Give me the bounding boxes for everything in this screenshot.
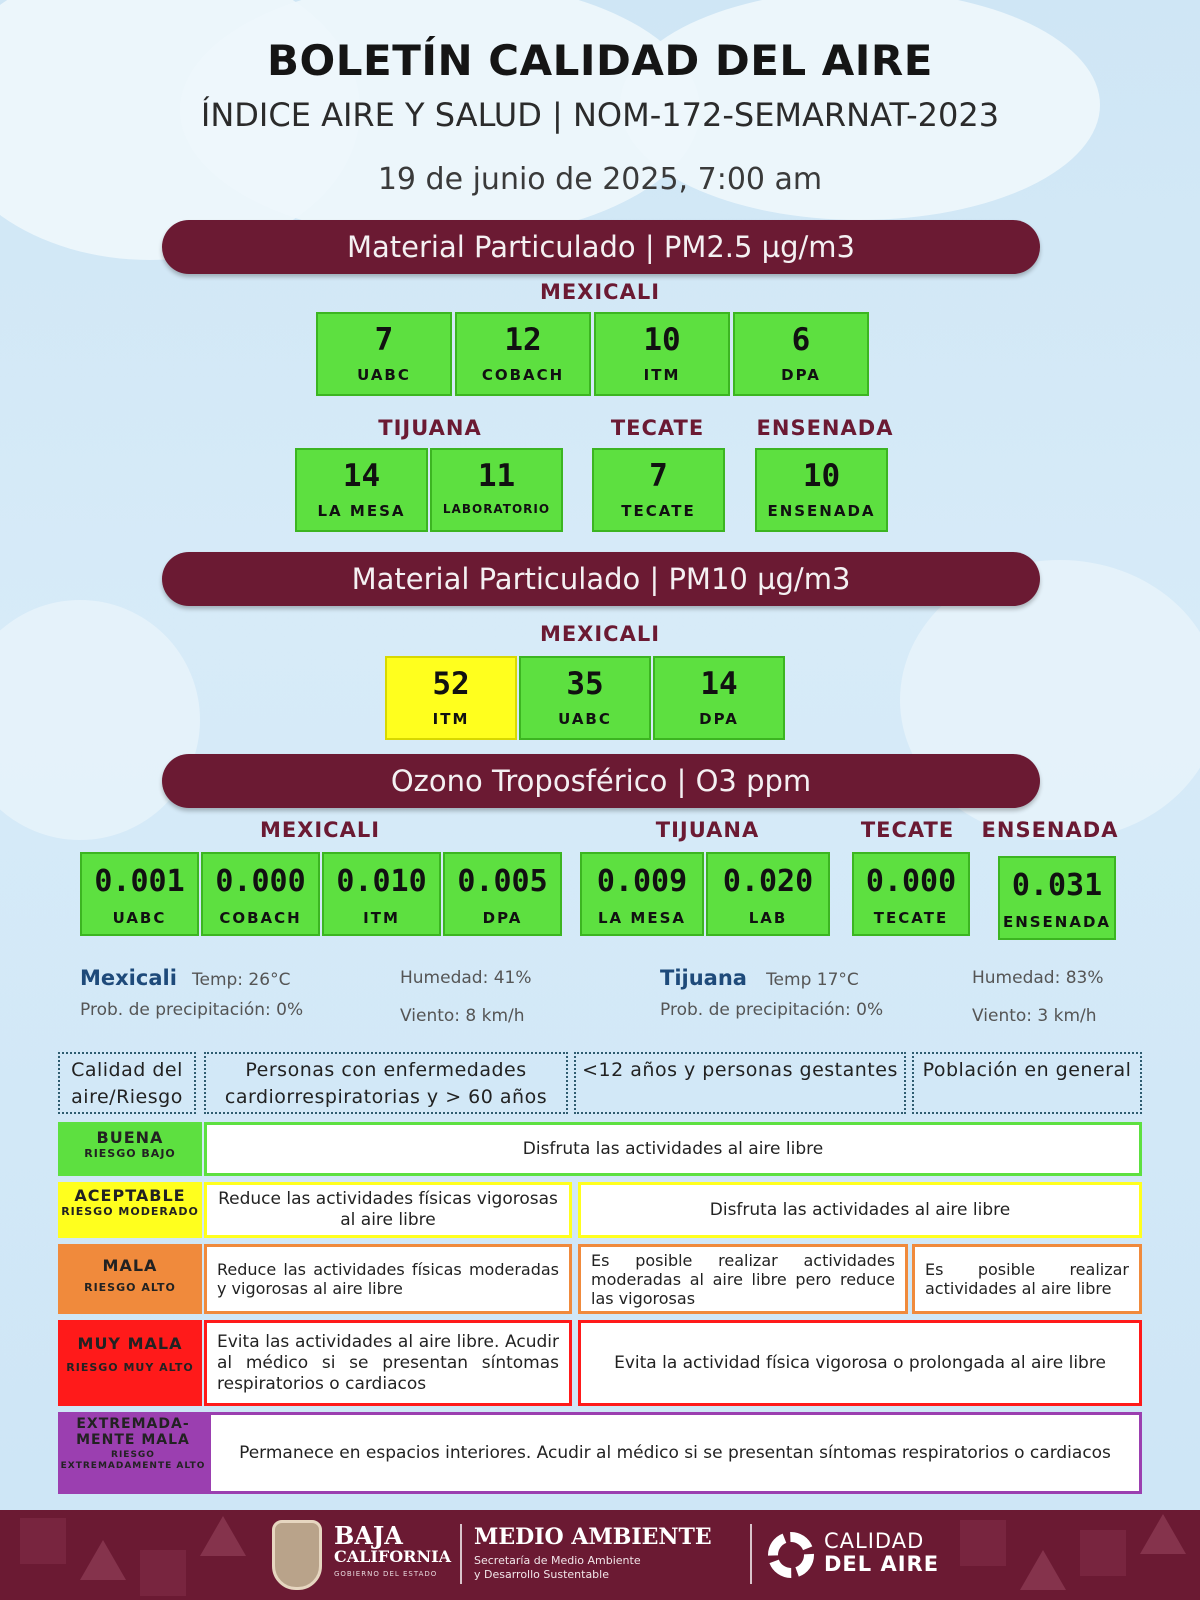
- station-value: 0.031: [1011, 868, 1103, 903]
- weather-city: Tijuana: [660, 966, 747, 990]
- risk-msg-rest: Evita la actividad física vigorosa o prolongada al aire libre: [578, 1320, 1142, 1406]
- level-risk: RIESGO BAJO: [84, 1147, 176, 1160]
- weather-precip: Prob. de precipitación: 0%: [80, 1000, 304, 1020]
- station-value: 6: [791, 322, 811, 358]
- level-risk: RIESGO MODERADO: [61, 1205, 199, 1218]
- level-extremadamente-mala: [58, 1412, 208, 1494]
- station-value: 0.000: [865, 864, 957, 899]
- level-muy-mala: [58, 1320, 202, 1406]
- page-title: BOLETÍN CALIDAD DEL AIRE: [267, 36, 933, 85]
- station-value: 0.001: [94, 864, 185, 899]
- station-name: TECATE: [621, 502, 696, 520]
- station-reading-box: [322, 852, 441, 936]
- pm25-banner: Material Particulado | PM2.5 µg/m3: [162, 220, 1040, 274]
- station-reading-box: [852, 852, 970, 936]
- pm25-mexicali-label: MEXICALI: [539, 280, 661, 304]
- station-name: UABC: [112, 909, 167, 927]
- station-value: 0.010: [336, 864, 427, 899]
- level-buena: [58, 1122, 202, 1176]
- brand-line1: CALIDAD: [824, 1529, 925, 1553]
- weather-wind: Viento: 3 km/h: [972, 1006, 1097, 1026]
- level-name: MALA: [102, 1256, 158, 1275]
- station-reading-box: [295, 448, 428, 532]
- level-risk: RIESGO EXTREMADAMENTE ALTO: [60, 1450, 206, 1471]
- station-name: ITM: [363, 909, 400, 927]
- state-name-line2: CALIFORNIA: [334, 1547, 451, 1566]
- weather-city: Mexicali: [80, 966, 177, 990]
- o3-ensenada-label: ENSENADA: [981, 818, 1119, 842]
- station-value: 0.009: [596, 864, 688, 899]
- station-reading-box: [653, 656, 785, 740]
- risk-msg-rest: Disfruta las actividades al aire libre: [578, 1182, 1142, 1238]
- weather-tijuana: [660, 966, 859, 990]
- station-reading-box: [998, 856, 1116, 940]
- footer-divider: [750, 1524, 752, 1584]
- station-name: ENSENADA: [1002, 913, 1112, 931]
- report-datetime: 19 de junio de 2025, 7:00 am: [377, 162, 823, 197]
- station-value: 10: [802, 458, 841, 494]
- risk-msg-sensitive: Reduce las actividades físicas moderadas y vigorosas al aire libre: [204, 1244, 572, 1314]
- state-name-line1: BAJA: [334, 1521, 403, 1550]
- risk-header-level: Calidad del aire/Riesgo: [58, 1052, 196, 1114]
- weather-humidity: Humedad: 41%: [400, 968, 532, 988]
- station-value: 14: [700, 666, 738, 702]
- footer-divider: [460, 1524, 462, 1584]
- station-reading-box: [443, 852, 562, 936]
- station-value: 14: [342, 458, 381, 494]
- footer: [0, 1510, 1200, 1600]
- weather-precip: Prob. de precipitación: 0%: [660, 1000, 884, 1020]
- station-name: LABORATORIO: [442, 502, 551, 516]
- station-name: LA MESA: [317, 502, 406, 520]
- pm10-mexicali-label: MEXICALI: [539, 622, 661, 646]
- weather-humidity: Humedad: 83%: [972, 968, 1104, 988]
- pm25-tijuana-label: TIJUANA: [378, 416, 482, 440]
- level-name: EXTREMADA-MENTE MALA: [76, 1416, 190, 1448]
- risk-msg-all: Disfruta las actividades al aire libre: [204, 1122, 1142, 1176]
- weather-temp: Temp 17°C: [766, 970, 859, 990]
- station-value: 11: [477, 458, 516, 494]
- station-reading-box: [580, 852, 704, 936]
- station-value: 52: [432, 666, 470, 702]
- station-reading-box: [430, 448, 563, 532]
- level-mala: [58, 1244, 202, 1314]
- station-reading-box: [706, 852, 830, 936]
- station-name: DPA: [781, 366, 821, 384]
- station-name: COBACH: [219, 909, 302, 927]
- level-name: BUENA: [96, 1128, 164, 1147]
- station-name: UABC: [558, 710, 612, 728]
- station-value: 7: [374, 322, 394, 358]
- station-value: 0.000: [215, 864, 306, 899]
- station-reading-box: [201, 852, 320, 936]
- o3-tecate-label: TECATE: [860, 818, 955, 842]
- page-subtitle: ÍNDICE AIRE Y SALUD | NOM-172-SEMARNAT-2023: [200, 96, 1000, 134]
- station-name: ITM: [643, 366, 681, 384]
- risk-header-general: Población en general: [912, 1052, 1142, 1114]
- level-risk: RIESGO ALTO: [84, 1281, 176, 1294]
- station-name: LA MESA: [598, 909, 686, 927]
- o3-mexicali-label: MEXICALI: [259, 818, 381, 842]
- station-reading-box: [592, 448, 725, 532]
- state-seal-icon: [272, 1520, 322, 1590]
- station-name: ITM: [432, 710, 470, 728]
- o3-tijuana-label: TIJUANA: [655, 818, 760, 842]
- station-reading-box: [519, 656, 651, 740]
- station-name: DPA: [699, 710, 739, 728]
- pm25-ensenada-label: ENSENADA: [756, 416, 894, 440]
- risk-msg-sensitive: Reduce las actividades físicas vigorosas al aire libre: [204, 1182, 572, 1238]
- weather-wind: Viento: 8 km/h: [400, 1006, 525, 1026]
- station-reading-box: [316, 312, 452, 396]
- risk-header-children: <12 años y personas gestantes: [574, 1052, 906, 1114]
- station-value: 0.005: [457, 864, 548, 899]
- station-reading-box: [733, 312, 869, 396]
- brand-line2: DEL AIRE: [824, 1552, 940, 1576]
- cloud-decoration: [0, 600, 200, 840]
- station-name: DPA: [482, 909, 523, 927]
- state-gov-label: GOBIERNO DEL ESTADO: [334, 1570, 438, 1578]
- risk-header-sensitive: Personas con enfermedades cardiorrespiratorias y > 60 años: [204, 1052, 568, 1114]
- risk-msg-general: Es posible realizar actividades al aire libre: [912, 1244, 1142, 1314]
- station-name: LAB: [748, 909, 788, 927]
- agency-sub2: y Desarrollo Sustentable: [474, 1568, 609, 1581]
- risk-msg-all: Permanece en espacios interiores. Acudir al médico si se presentan síntomas respiratorios o cardiacos: [208, 1412, 1142, 1494]
- station-reading-box: [80, 852, 199, 936]
- station-value: 0.020: [722, 864, 814, 899]
- level-aceptable: [58, 1182, 202, 1238]
- risk-msg-sensitive: Evita las actividades al aire libre. Acudir al médico si se presentan síntomas respiratorios o cardiacos: [204, 1320, 572, 1406]
- station-reading-box: [594, 312, 730, 396]
- station-name: COBACH: [481, 366, 565, 384]
- station-reading-box: [455, 312, 591, 396]
- agency-name: MEDIO AMBIENTE: [474, 1524, 712, 1550]
- station-name: ENSENADA: [767, 502, 876, 520]
- level-risk: RIESGO MUY ALTO: [66, 1361, 194, 1374]
- station-name: UABC: [357, 366, 411, 384]
- weather-temp: Temp: 26°C: [192, 970, 291, 990]
- station-value: 12: [504, 322, 542, 358]
- station-value: 10: [643, 322, 681, 358]
- pm25-tecate-label: TECATE: [610, 416, 705, 440]
- level-name: ACEPTABLE: [74, 1186, 186, 1205]
- station-value: 35: [566, 666, 604, 702]
- pm10-banner: Material Particulado | PM10 µg/m3: [162, 552, 1040, 606]
- risk-msg-children: Es posible realizar actividades moderadas al aire libre pero reduce las vigorosas: [578, 1244, 908, 1314]
- agency-sub1: Secretaría de Medio Ambiente: [474, 1554, 641, 1567]
- station-name: TECATE: [873, 909, 949, 927]
- weather-mexicali: [80, 966, 290, 990]
- station-reading-box: [755, 448, 888, 532]
- o3-banner: Ozono Troposférico | O3 ppm: [162, 754, 1040, 808]
- air-quality-logo-icon: [766, 1530, 816, 1580]
- station-value: 7: [649, 458, 668, 494]
- level-name: MUY MALA: [77, 1334, 183, 1353]
- station-reading-box: [385, 656, 517, 740]
